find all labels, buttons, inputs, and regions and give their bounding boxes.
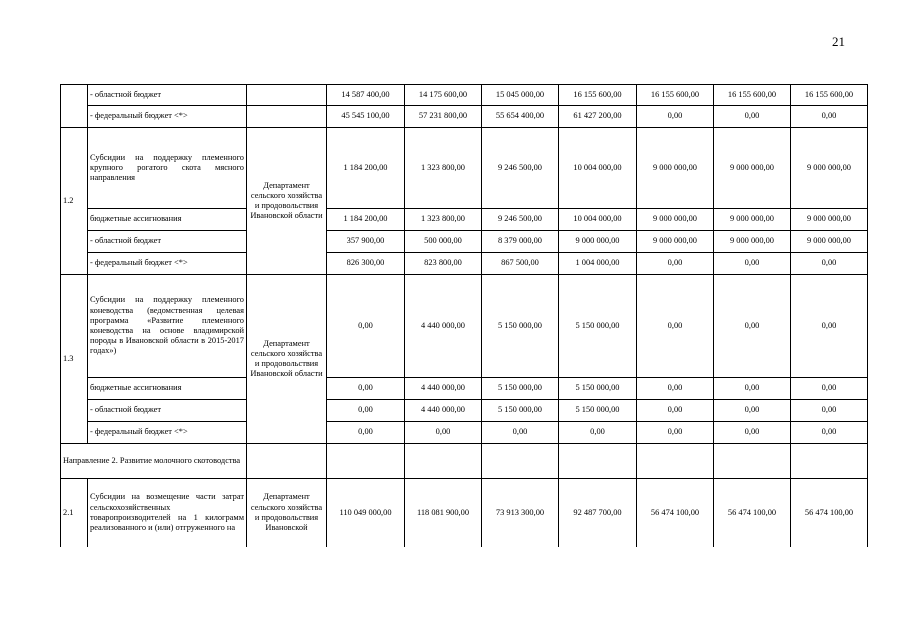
- value-cell: 1 004 000,00: [559, 253, 637, 275]
- department-cell: Департамент сельского хозяйства и продовольствия Ивановской области: [247, 275, 327, 444]
- table-row: [61, 378, 868, 400]
- value-cell: 0,00: [791, 275, 868, 378]
- value-cell: 0,00: [637, 378, 714, 400]
- value-cell: 0,00: [791, 106, 868, 128]
- table-row: [61, 400, 868, 422]
- value-cell: 5 150 000,00: [559, 378, 637, 400]
- value-cell: 0,00: [714, 275, 791, 378]
- value-cell: 0,00: [637, 400, 714, 422]
- value-cell: 9 000 000,00: [714, 209, 791, 231]
- department-cell: [247, 444, 327, 479]
- value-cell: 0,00: [327, 378, 405, 400]
- value-cell: 61 427 200,00: [559, 106, 637, 128]
- value-cell: 9 246 500,00: [482, 209, 559, 231]
- value-cell: 0,00: [791, 422, 868, 444]
- section-row: [61, 444, 868, 479]
- value-cell: [637, 444, 714, 479]
- value-cell: 56 474 100,00: [637, 479, 714, 547]
- table-row: [61, 275, 868, 378]
- value-cell: 14 587 400,00: [327, 85, 405, 106]
- value-cell: 0,00: [637, 275, 714, 378]
- value-cell: 0,00: [327, 400, 405, 422]
- table-row: [61, 422, 868, 444]
- row-number-cell: [61, 85, 88, 128]
- value-cell: 0,00: [559, 422, 637, 444]
- value-cell: 9 000 000,00: [714, 128, 791, 209]
- row-label: бюджетные ассигнования: [88, 209, 247, 231]
- value-cell: 9 000 000,00: [791, 231, 868, 253]
- row-label: бюджетные ассигнования: [88, 378, 247, 400]
- value-cell: 9 000 000,00: [559, 231, 637, 253]
- value-cell: 0,00: [637, 422, 714, 444]
- value-cell: 0,00: [637, 253, 714, 275]
- value-cell: 16 155 600,00: [637, 85, 714, 106]
- value-cell: 0,00: [637, 106, 714, 128]
- value-cell: 56 474 100,00: [714, 479, 791, 547]
- value-cell: 5 150 000,00: [482, 275, 559, 378]
- value-cell: 823 800,00: [405, 253, 482, 275]
- department-cell: Департамент сельского хозяйства и продовольствия Ивановской области: [247, 128, 327, 275]
- value-cell: 867 500,00: [482, 253, 559, 275]
- value-cell: 0,00: [714, 378, 791, 400]
- value-cell: 1 323 800,00: [405, 209, 482, 231]
- value-cell: 357 900,00: [327, 231, 405, 253]
- row-label: - федеральный бюджет <*>: [88, 422, 247, 444]
- value-cell: [327, 444, 405, 479]
- value-cell: 45 545 100,00: [327, 106, 405, 128]
- row-label: - областной бюджет: [88, 400, 247, 422]
- value-cell: 826 300,00: [327, 253, 405, 275]
- value-cell: 8 379 000,00: [482, 231, 559, 253]
- value-cell: 4 440 000,00: [405, 378, 482, 400]
- value-cell: 9 000 000,00: [714, 231, 791, 253]
- value-cell: 1 184 200,00: [327, 128, 405, 209]
- value-cell: 5 150 000,00: [559, 400, 637, 422]
- row-number-cell: 2.1: [61, 479, 88, 547]
- value-cell: 0,00: [714, 253, 791, 275]
- value-cell: 9 000 000,00: [791, 209, 868, 231]
- value-cell: 92 487 700,00: [559, 479, 637, 547]
- row-label: - областной бюджет: [88, 231, 247, 253]
- row-number-cell: 1.3: [61, 275, 88, 444]
- value-cell: 0,00: [791, 253, 868, 275]
- row-label: Субсидии на поддержку племенного коневодства (ведомственная целевая программа «Развитие племенного коневодства на основе владимирской породы в Ивановской области в 2015-2017 годах»): [88, 275, 247, 378]
- row-label: - федеральный бюджет <*>: [88, 106, 247, 128]
- value-cell: 0,00: [714, 422, 791, 444]
- value-cell: 55 654 400,00: [482, 106, 559, 128]
- table-row: [61, 231, 868, 253]
- value-cell: 15 045 000,00: [482, 85, 559, 106]
- value-cell: 118 081 900,00: [405, 479, 482, 547]
- table-row: [61, 85, 868, 106]
- value-cell: [791, 444, 868, 479]
- table-row: [61, 479, 868, 547]
- value-cell: 10 004 000,00: [559, 209, 637, 231]
- value-cell: [559, 444, 637, 479]
- value-cell: 10 004 000,00: [559, 128, 637, 209]
- value-cell: 0,00: [791, 400, 868, 422]
- value-cell: 0,00: [714, 106, 791, 128]
- department-cell: [247, 106, 327, 128]
- value-cell: [714, 444, 791, 479]
- budget-table: [60, 84, 868, 547]
- row-label: Субсидии на поддержку племенного крупного рогатого скота мясного направления: [88, 128, 247, 209]
- value-cell: 56 474 100,00: [791, 479, 868, 547]
- row-label: - областной бюджет: [88, 85, 247, 106]
- value-cell: 9 246 500,00: [482, 128, 559, 209]
- value-cell: 110 049 000,00: [327, 479, 405, 547]
- value-cell: 9 000 000,00: [637, 231, 714, 253]
- table-row: [61, 106, 868, 128]
- value-cell: 0,00: [327, 422, 405, 444]
- value-cell: 16 155 600,00: [791, 85, 868, 106]
- value-cell: 73 913 300,00: [482, 479, 559, 547]
- value-cell: [482, 444, 559, 479]
- value-cell: 4 440 000,00: [405, 400, 482, 422]
- row-label: - федеральный бюджет <*>: [88, 253, 247, 275]
- value-cell: 0,00: [791, 378, 868, 400]
- value-cell: 57 231 800,00: [405, 106, 482, 128]
- table-row: [61, 209, 868, 231]
- value-cell: 14 175 600,00: [405, 85, 482, 106]
- value-cell: [405, 444, 482, 479]
- value-cell: 9 000 000,00: [791, 128, 868, 209]
- value-cell: 0,00: [327, 275, 405, 378]
- value-cell: 1 323 800,00: [405, 128, 482, 209]
- value-cell: 1 184 200,00: [327, 209, 405, 231]
- row-label: Субсидии на возмещение части затрат сельскохозяйственных товаропроизводителей на 1 килограмм реализованного и (или) отгруженного на: [88, 479, 247, 547]
- value-cell: 16 155 600,00: [559, 85, 637, 106]
- value-cell: 4 440 000,00: [405, 275, 482, 378]
- table-row: [61, 253, 868, 275]
- department-cell: Департамент сельского хозяйства и продовольствия Ивановской: [247, 479, 327, 547]
- row-number-cell: 1.2: [61, 128, 88, 275]
- value-cell: 5 150 000,00: [482, 378, 559, 400]
- value-cell: 0,00: [482, 422, 559, 444]
- value-cell: 0,00: [405, 422, 482, 444]
- value-cell: 16 155 600,00: [714, 85, 791, 106]
- value-cell: 0,00: [714, 400, 791, 422]
- value-cell: 500 000,00: [405, 231, 482, 253]
- department-cell: [247, 85, 327, 106]
- table-row: [61, 128, 868, 209]
- page-number: 21: [832, 34, 845, 49]
- section-heading: Направление 2. Развитие молочного скотоводства: [61, 444, 247, 479]
- value-cell: 5 150 000,00: [482, 400, 559, 422]
- value-cell: 9 000 000,00: [637, 128, 714, 209]
- value-cell: 9 000 000,00: [637, 209, 714, 231]
- value-cell: 5 150 000,00: [559, 275, 637, 378]
